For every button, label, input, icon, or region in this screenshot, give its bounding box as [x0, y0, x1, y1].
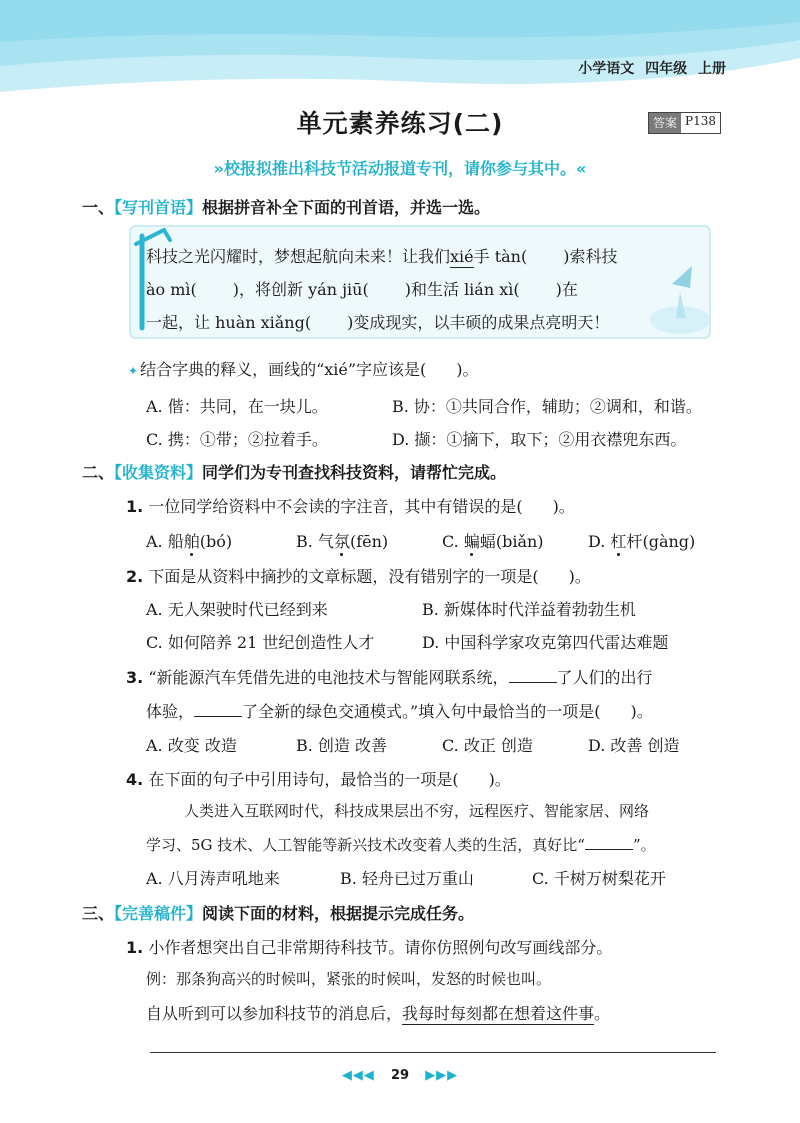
s2-q1-option-a: A. 船舶(bó) — [146, 532, 233, 551]
s2-q4-option-a: A. 八月涛声吼地来 — [146, 869, 280, 888]
s2-q1-option-d: D. 杠杆(gàng) — [588, 532, 696, 551]
foreword-line-3: 一起，让 huàn xiǎng( )变成现实，以丰硕的成果点亮明天！ — [146, 313, 610, 332]
section3-heading: 三、【完善稿件】阅读下面的材料，根据提示完成任务。 — [82, 904, 475, 923]
footer-rule — [150, 1052, 716, 1053]
s2-q4-passage-2: 学习、5G 技术、人工智能等新兴技术改变着人类的生活，真好比“ ”。 — [146, 833, 656, 855]
section1-tag: 【写刊首语】 — [114, 198, 203, 217]
section1-text: 根据拼音补全下面的刊首语，并选一选。 — [202, 198, 491, 217]
foreword-line-2: ào mì( )，将创新 yán jiū( )和生活 lián xì( )在 — [146, 280, 578, 299]
s1-option-d: D. 撷：①摘下，取下；②用衣襟兜东西。 — [392, 430, 687, 449]
s3-example: 例：那条狗高兴的时候叫，紧张的时候叫，发怒的时候也叫。 — [146, 970, 552, 988]
s2-q1-option-c: C. 蝙蝠(biǎn) — [442, 532, 544, 551]
s2-q3-option-d: D. 改善 创造 — [588, 736, 680, 755]
underlined-sentence: 我每时每刻都在想着这件事 — [402, 1004, 595, 1023]
s1-question: ✦ 结合字典的释义，画线的“xié”字应该是( )。 — [128, 360, 479, 379]
section2-heading: 二、【收集资料】同学们为专刊查找科技资料，请帮忙完成。 — [82, 463, 507, 482]
s2-q2-option-b: B. 新媒体时代洋益着勃勃生机 — [422, 600, 636, 619]
s1-option-c: C. 携：①带；②拉着手。 — [146, 430, 328, 449]
page-number: 29 — [390, 1068, 410, 1083]
page-title: 单元素养练习(二) — [296, 109, 504, 138]
section1-heading — [82, 195, 490, 218]
s2-q3-line2: 体验， 了全新的绿色交通模式。”填入句中最恰当的一项是( )。 — [146, 702, 653, 721]
sparkle-icon: ✦ — [128, 364, 139, 378]
s2-q2-option-c: C. 如何陪养 21 世纪创造性人才 — [146, 633, 375, 652]
section1-prefix: 一、 — [82, 198, 115, 217]
section2-tag: 【收集资料】 — [114, 463, 203, 482]
answer-reference-tag — [648, 112, 721, 134]
s2-q2-option-d: D. 中国科学家攻克第四代雷达难题 — [422, 633, 669, 652]
s2-q2: 2. 下面是从资料中摘抄的文章标题，没有错别字的一项是( )。 — [126, 567, 591, 586]
underlined-xie: xié — [450, 247, 474, 266]
s2-q3-option-b: B. 创造 改善 — [296, 736, 388, 755]
s1-option-a: A. 偕：共同，在一块儿。 — [146, 397, 328, 416]
s1-option-b: B. 协：①共同合作，辅助；②调和，和谐。 — [392, 397, 702, 416]
s2-q3-option-c: C. 改正 创造 — [442, 736, 533, 755]
header-wave-band — [0, 0, 800, 92]
intro-banner: »校报拟推出科技节活动报道专刊，请你参与其中。« — [213, 159, 587, 178]
answer-page: P138 — [681, 113, 720, 133]
s2-q4-passage-1: 人类进入互联网时代，科技成果层出不穷，远程医疗、智能家居、网络 — [184, 802, 650, 820]
s2-q4: 4. 在下面的句子中引用诗句，最恰当的一项是( )。 — [126, 770, 511, 789]
s3-sentence: 自从听到可以参加科技节的消息后，我每时每刻都在想着这件事。 — [146, 1004, 611, 1023]
s2-q3-line1: 3. “新能源汽车凭借先进的电池技术与智能网联系统， 了人们的出行 — [126, 668, 653, 687]
page-footer — [0, 1068, 800, 1083]
s2-q2-option-a: A. 无人架驶时代已经到来 — [146, 600, 328, 619]
left-arrows-icon: ◀◀◀ — [341, 1068, 375, 1083]
book-meta: 小学语文 四年级 上册 — [578, 61, 726, 77]
s2-q3-option-a: A. 改变 改造 — [146, 736, 237, 755]
s3-q1: 1. 小作者想突出自己非常期待科技节。请你仿照例句改写画线部分。 — [126, 938, 613, 957]
section3-tag: 【完善稿件】 — [114, 904, 203, 923]
right-arrows-icon: ▶▶▶ — [425, 1068, 459, 1083]
s2-q4-option-c: C. 千树万树梨花开 — [532, 869, 666, 888]
foreword-line-1: 科技之光闪耀时，梦想起航向未来！让我们xié手 tàn( )索科技 — [146, 247, 618, 266]
answer-label: 答案 — [649, 113, 681, 133]
s2-q1-option-b: B. 气氛(fēn) — [296, 532, 389, 551]
s2-q4-option-b: B. 轻舟已过万重山 — [340, 869, 474, 888]
s2-q1: 1. 一位同学给资料中不会读的字注音，其中有错误的是( )。 — [126, 497, 575, 516]
